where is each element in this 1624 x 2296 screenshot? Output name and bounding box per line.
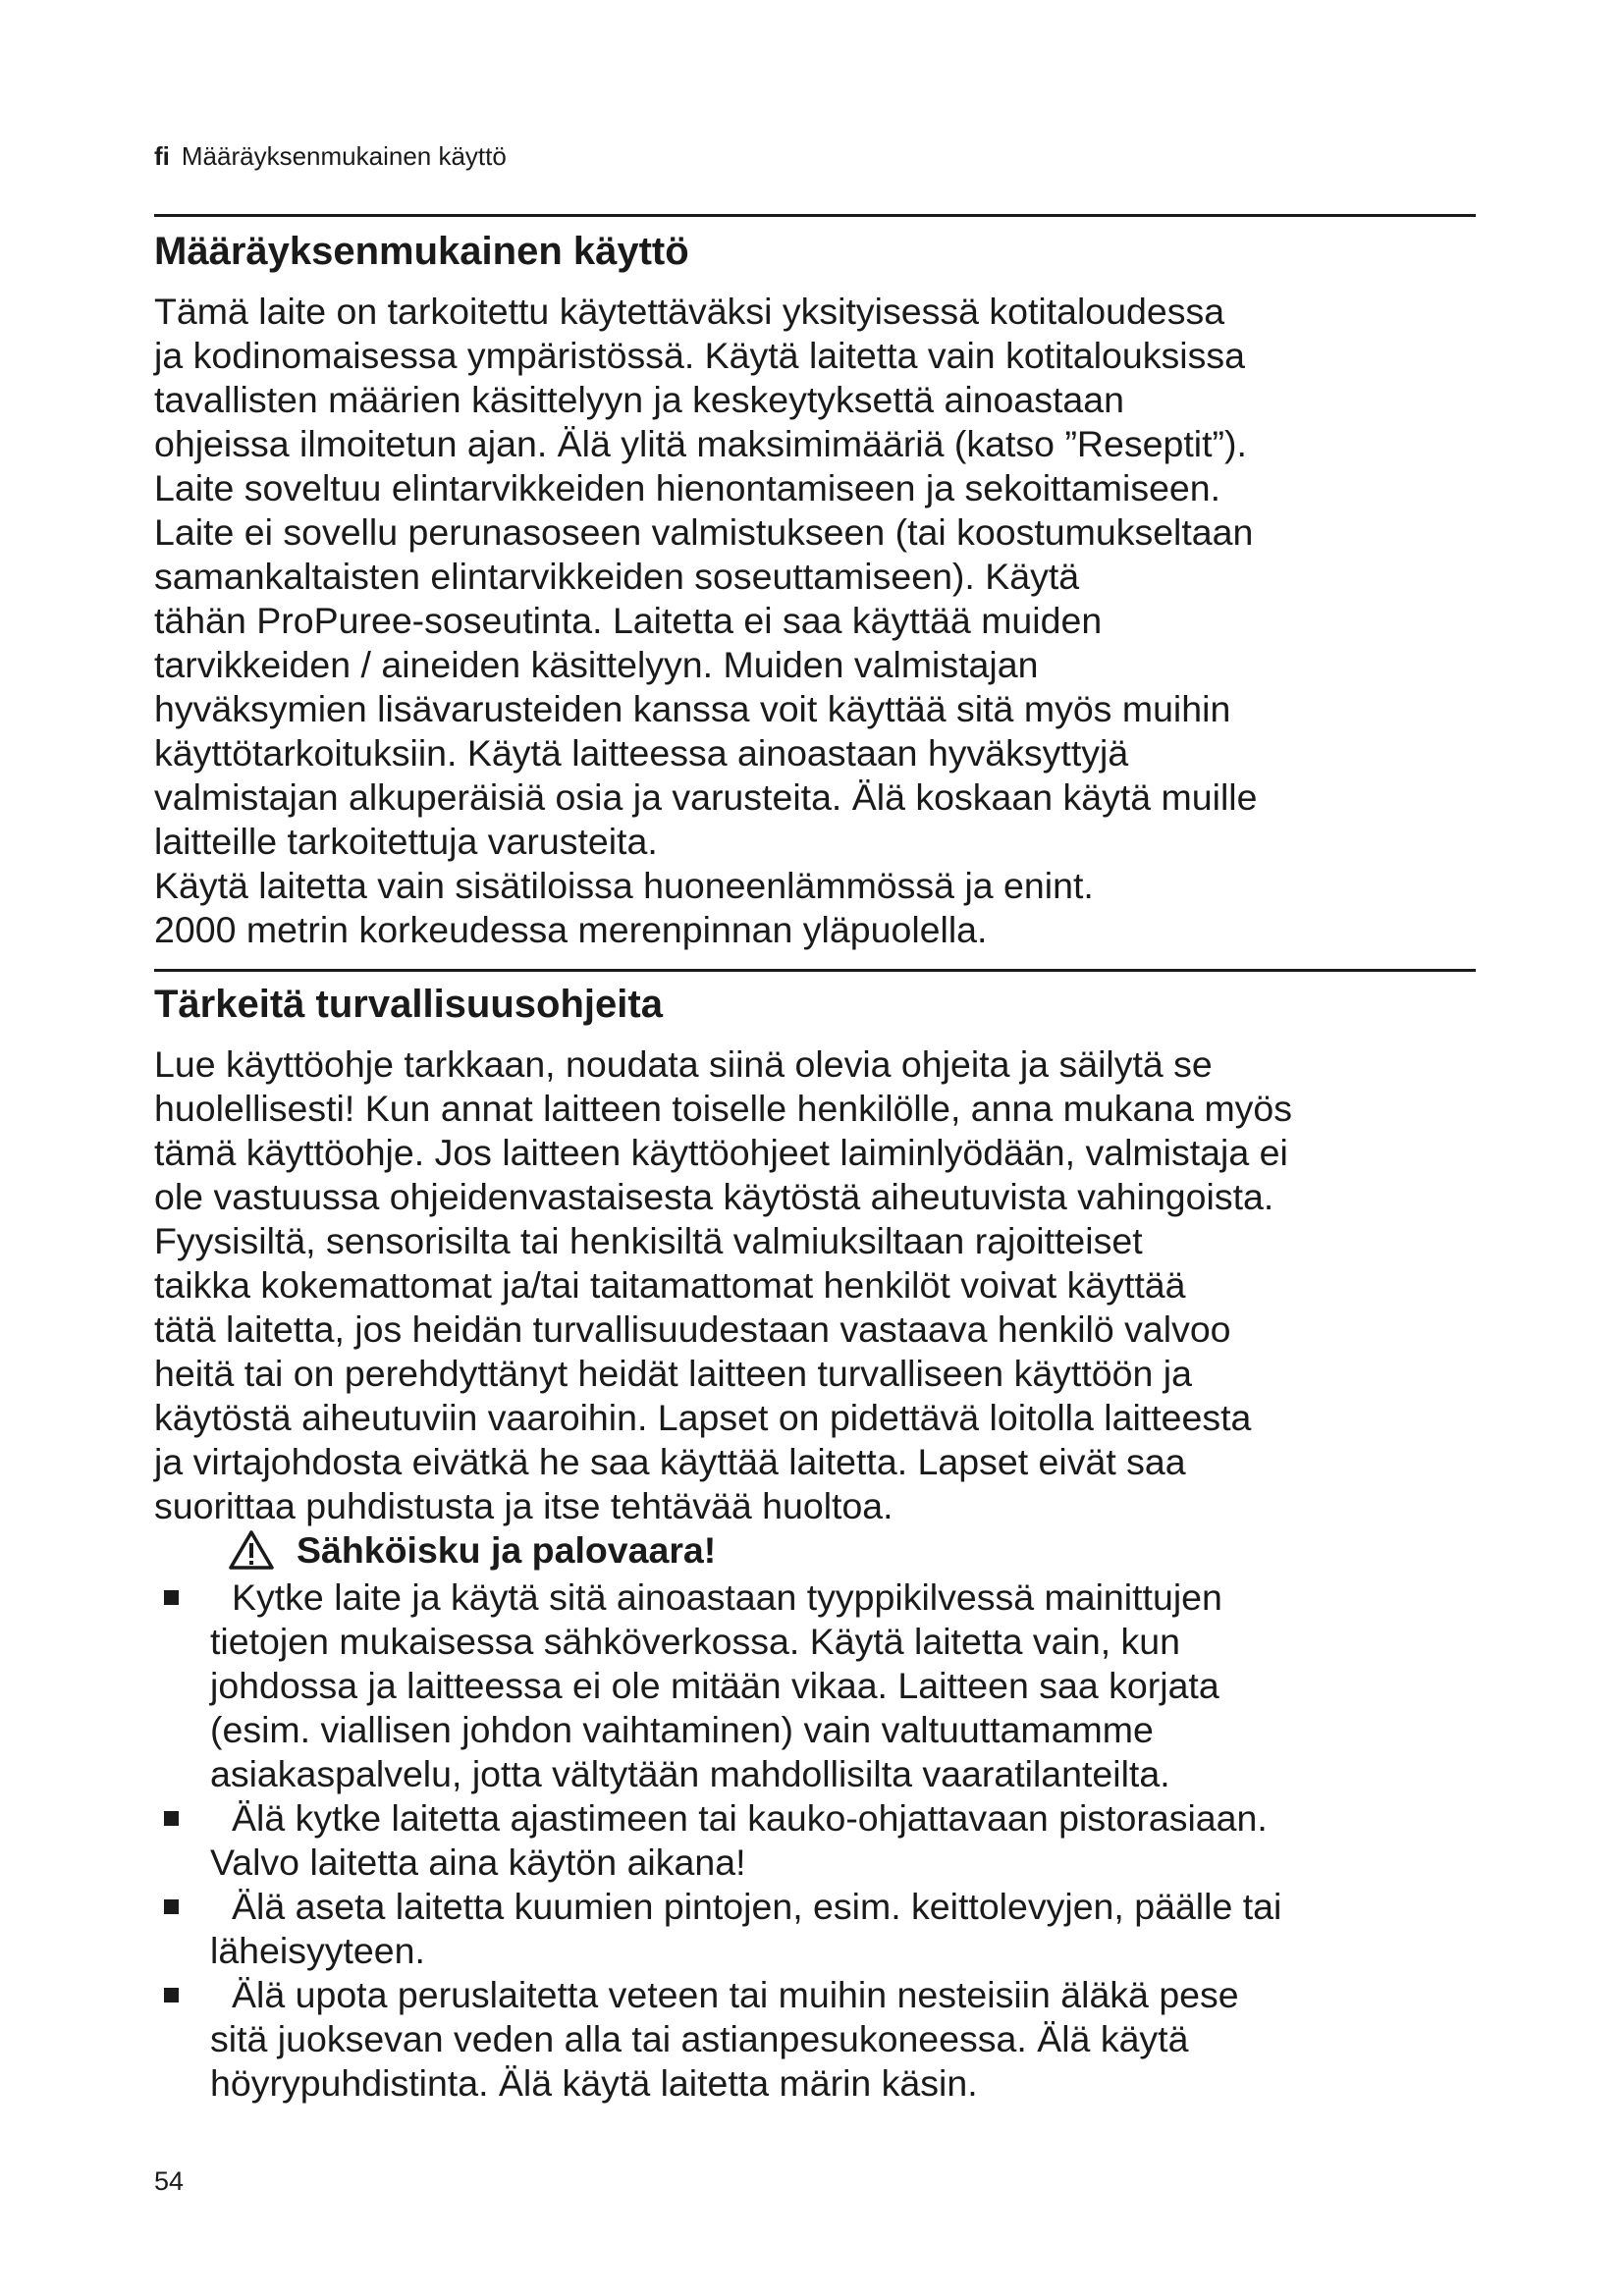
paragraph-line: tarvikkeiden / aineiden käsittelyyn. Muiden valmistajan: [154, 644, 1039, 685]
paragraph-line: heitä tai on perehdyttänyt heidät laitteen turvalliseen käyttöön ja: [154, 1353, 1192, 1394]
paragraph-line: Lue käyttöohje tarkkaan, noudata siinä olevia ohjeita ja säilytä se: [154, 1043, 1213, 1085]
warning-title: Sähköisku ja palovaara!: [297, 1529, 717, 1571]
bullet-line: Älä aseta laitetta kuumien pintojen, esim. keittolevyjen, päälle tai: [232, 1886, 1282, 1927]
paragraph-line: taikka kokemattomat ja/tai taitamattomat henkilöt voivat käyttää: [154, 1264, 1186, 1306]
running-header-title: Määräyksenmukainen käyttö: [181, 141, 507, 171]
paragraph-line: samankaltaisten elintarvikkeiden soseuttamiseen). Käytä: [154, 556, 1080, 597]
paragraph-line: Fyysisiltä, sensorisilta tai henkisiltä valmiuksiltaan rajoitteiset: [154, 1220, 1143, 1261]
language-code: fi: [154, 141, 170, 171]
paragraph-line: ohjeissa ilmoitetun ajan. Älä ylitä maksimimääriä (katso ”Reseptit”).: [154, 423, 1247, 464]
intended-use-paragraph: [154, 290, 1489, 952]
paragraph-line: huolellisesti! Kun annat laitteen toiselle henkilölle, anna mukana myös: [154, 1088, 1293, 1129]
bullet-square-icon: [164, 1811, 179, 1826]
section-divider: [154, 969, 1476, 972]
paragraph-line: Käytä laitetta vain sisätiloissa huoneenlämmössä ja enint.: [154, 865, 1094, 906]
paragraph-line: hyväksymien lisävarusteiden kanssa voit käyttää sitä myös muihin: [154, 688, 1231, 729]
bullet-line: höyrypuhdistinta. Älä käytä laitetta märin käsin.: [210, 2062, 978, 2104]
bullet-line: Kytke laite ja käytä sitä ainoastaan tyyppikilvessä mainittujen: [232, 1576, 1222, 1618]
bullet-line: läheisyyteen.: [210, 1930, 425, 1971]
paragraph-line: ja virtajohdosta eivätkä he saa käyttää laitetta. Lapset eivät saa: [154, 1441, 1186, 1482]
running-header: [154, 139, 507, 173]
paragraph-line: 2000 metrin korkeudessa merenpinnan yläpuolella.: [154, 909, 988, 950]
bullet-line: tietojen mukaisessa sähköverkossa. Käytä laitetta vain, kun: [210, 1621, 1181, 1662]
paragraph-line: valmistajan alkuperäisiä osia ja varusteita. Älä koskaan käytä muille: [154, 776, 1258, 818]
bullet-square-icon: [164, 1988, 179, 2002]
safety-paragraph: [154, 1042, 1489, 1528]
warning-heading: [228, 1526, 716, 1574]
paragraph-line: ole vastuussa ohjeidenvastaisesta käytöstä aiheutuvista vahingoista.: [154, 1176, 1274, 1217]
section-heading-intended-use: Määräyksenmukainen käyttö: [154, 230, 689, 273]
bullet-square-icon: [164, 1590, 179, 1605]
paragraph-line: tähän ProPuree-soseutinta. Laitetta ei saa käyttää muiden: [154, 600, 1103, 641]
paragraph-line: tätä laitetta, jos heidän turvallisuudestaan vastaava henkilö valvoo: [154, 1308, 1231, 1350]
section-divider: [154, 214, 1476, 217]
paragraph-line: ja kodinomaisessa ympäristössä. Käytä laitetta vain kotitalouksissa: [154, 335, 1245, 376]
paragraph-line: tämä käyttöohje. Jos laitteen käyttöohjeet laiminlyödään, valmistaja ei: [154, 1132, 1288, 1173]
paragraph-line: käyttötarkoituksiin. Käytä laitteessa ainoastaan hyväksyttyjä: [154, 732, 1129, 774]
bullet-line: johdossa ja laitteessa ei ole mitään vikaa. Laitteen saa korjata: [210, 1665, 1219, 1706]
paragraph-line: laitteille tarkoitettuja varusteita.: [154, 821, 658, 862]
paragraph-line: Laite soveltuu elintarvikkeiden hienontamiseen ja sekoittamiseen.: [154, 467, 1221, 508]
page-number: 54: [154, 2166, 185, 2196]
bullet-line: (esim. viallisen johdon vaihtaminen) vain valtuuttamamme: [210, 1709, 1154, 1750]
paragraph-line: käytöstä aiheutuviin vaaroihin. Lapset on pidettävä loitolla laitteesta: [154, 1397, 1252, 1438]
section-heading-safety: Tärkeitä turvallisuusohjeita: [154, 983, 663, 1026]
bullet-line: Älä upota peruslaitetta veteen tai muihin nesteisiin äläkä pese: [232, 1974, 1239, 2015]
paragraph-line: Tämä laite on tarkoitettu käytettäväksi yksityisessä kotitaloudessa: [154, 291, 1225, 332]
bullet-line: asiakaspalvelu, jotta vältytään mahdollisilta vaaratilanteilta.: [210, 1753, 1170, 1794]
warning-triangle-icon: [228, 1529, 275, 1571]
bullet-line: Valvo laitetta aina käytön aikana!: [210, 1842, 746, 1883]
bullet-square-icon: [164, 1899, 179, 1914]
bullet-line: sitä juoksevan veden alla tai astianpesukoneessa. Älä käytä: [210, 2018, 1189, 2059]
paragraph-line: Laite ei sovellu perunasoseen valmistukseen (tai koostumukseltaan: [154, 511, 1254, 553]
paragraph-line: suorittaa puhdistusta ja itse tehtävää huoltoa.: [154, 1485, 893, 1526]
bullet-line: Älä kytke laitetta ajastimeen tai kauko-ohjattavaan pistorasiaan.: [232, 1797, 1268, 1839]
paragraph-line: tavallisten määrien käsittelyyn ja keskeytyksettä ainoastaan: [154, 379, 1125, 420]
